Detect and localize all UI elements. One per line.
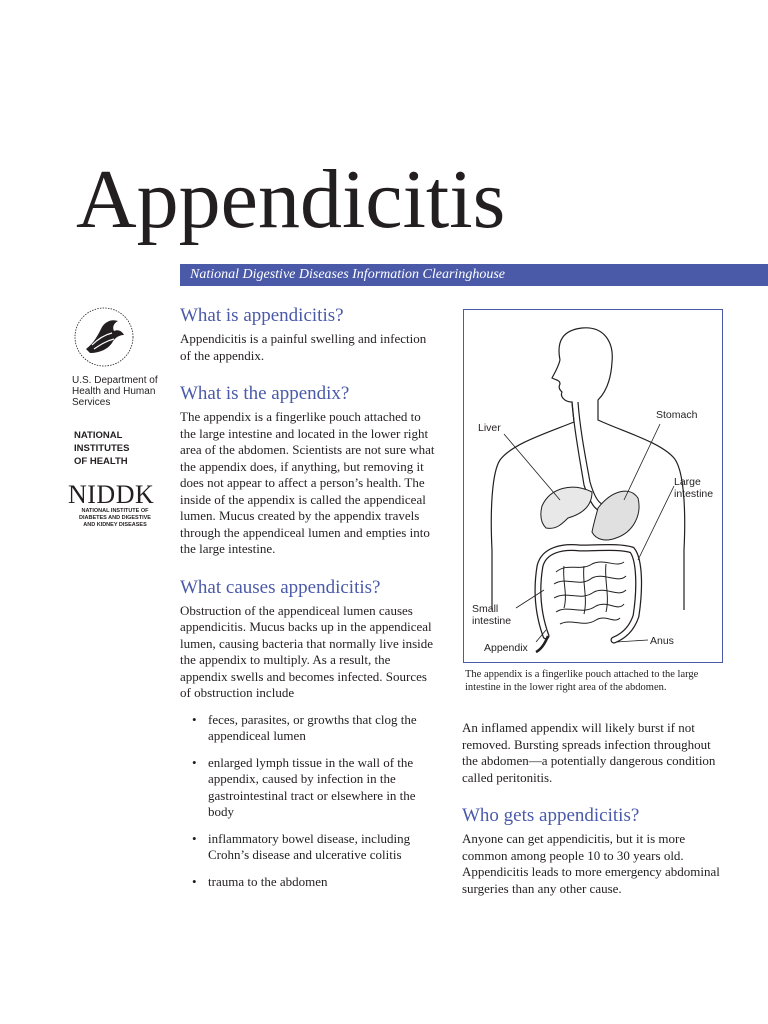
section-burst: [462, 720, 724, 786]
section-who-gets: [462, 805, 724, 897]
section-what-causes: [180, 577, 438, 891]
section-text: Obstruction of the appendiceal lumen causes appendicitis. Mucus backs up in the appendiceal lumen, causing bacteria that normally live inside the appendix to multiply. As a result, the appendix swells and becomes infected. Sources of obstruction include: [180, 602, 434, 700]
section-what-is-appendicitis: [180, 305, 438, 364]
section-text: An inflamed appendix will likely burst if not removed. Bursting spreads infection throughout the abdomen—a potentially dangerous condition called peritonitis.: [462, 720, 716, 785]
label-small-intestine: Small intestine: [472, 603, 512, 627]
list-item: • inflammatory bowel disease, including Crohn’s disease and ulcerative colitis: [180, 831, 438, 864]
list-item: • feces, parasites, or growths that clog the appendiceal lumen: [180, 712, 438, 745]
section-text: The appendix is a fingerlike pouch attached to the large intestine and located in the lower right area of the abdomen. Scientists are not sure what the appendix does, if anything, but removing it does not appear to affect a person’s health. The inside of the appendix is called the appendiceal lumen. Mucus created by the appendix travels through the appendiceal lumen and empties into the large intestine.: [180, 409, 435, 556]
nih-name: NATIONAL INSTITUTES OF HEALTH: [74, 430, 130, 467]
figure-caption: The appendix is a fingerlike pouch attached to the large intestine in the lower right area of the abdomen.: [465, 669, 699, 693]
clearinghouse-banner: National Digestive Diseases Information Clearinghouse: [180, 264, 768, 286]
right-column: [462, 720, 724, 916]
label-anus: Anus: [650, 635, 674, 647]
section-heading: What is appendicitis?: [180, 305, 344, 326]
hhs-name: U.S. Department of Health and Human Services: [72, 375, 158, 408]
section-heading: What is the appendix?: [180, 383, 350, 404]
section-text: Anyone can get appendicitis, but it is more common among people 10 to 30 years old. Appendicitis leads to more emergency abdominal surgeries than any other cause.: [462, 831, 720, 896]
obstruction-list: [180, 712, 438, 891]
section-heading: Who gets appendicitis?: [462, 805, 640, 826]
list-item: • enlarged lymph tissue in the wall of the appendix, caused by infection in the gastrointestinal tract or elsewhere in the body: [180, 755, 438, 821]
section-heading: What causes appendicitis?: [180, 576, 381, 598]
section-text: Appendicitis is a painful swelling and infection of the appendix.: [180, 331, 427, 363]
label-liver: Liver: [478, 422, 501, 434]
hhs-eagle-seal-icon: [72, 305, 136, 369]
label-stomach: Stomach: [656, 409, 698, 421]
page-title: Appendicitis: [76, 153, 506, 246]
label-appendix: Appendix: [484, 642, 528, 654]
niddk-logo: NIDDK: [68, 480, 155, 509]
label-large-intestine: Large intestine: [674, 476, 714, 500]
section-what-is-appendix: [180, 383, 438, 558]
main-column: [180, 305, 438, 909]
niddk-full-name: NATIONAL INSTITUTE OF DIABETES AND DIGESTIVE AND KIDNEY DISEASES: [79, 508, 151, 528]
list-item: • trauma to the abdomen: [180, 874, 438, 891]
digestive-system-figure: [463, 309, 723, 663]
